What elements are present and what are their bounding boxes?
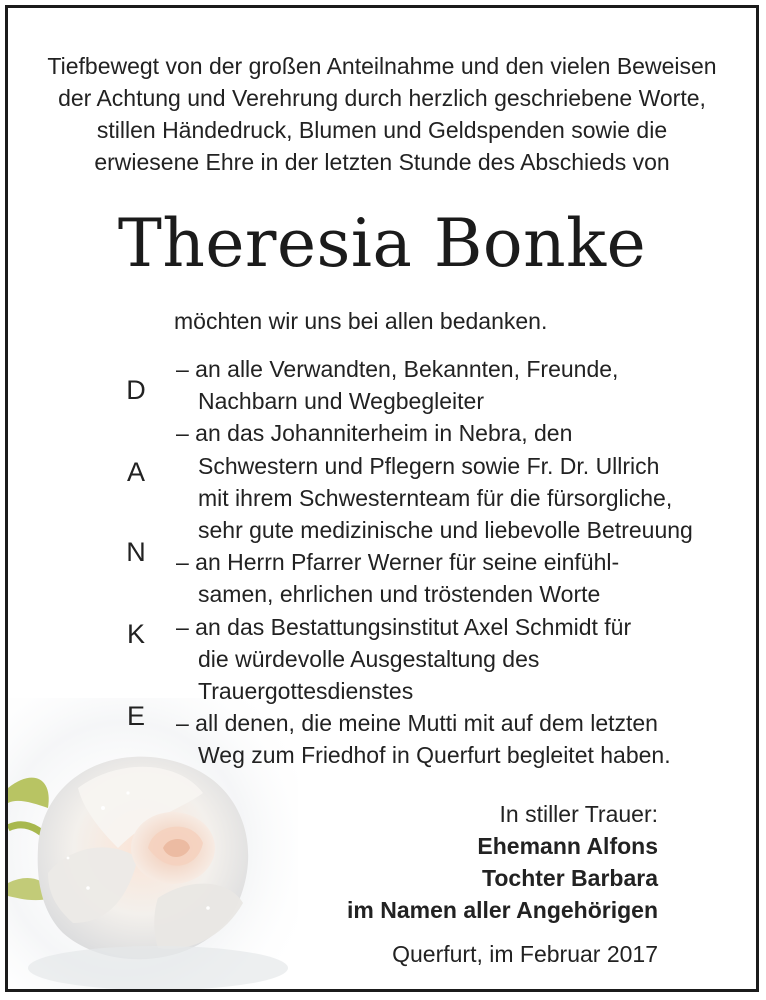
list-item-continuation: samen, ehrlichen und tröstenden Worte	[198, 581, 601, 608]
list-item-continuation: die würdevolle Ausgestaltung des	[198, 645, 540, 672]
list-item: – all denen, die meine Mutti mit auf dem letzten	[176, 710, 658, 737]
signature-name: Tochter Barbara	[482, 865, 658, 891]
obituary-card	[5, 5, 759, 992]
intro-line: der Achtung und Verehrung durch herzlich geschriebene Worte,	[58, 85, 706, 111]
list-item-continuation: Weg zum Friedhof in Querfurt begleitet haben.	[198, 742, 671, 769]
thanks-list	[176, 353, 693, 772]
danke-letter-a: A	[126, 457, 145, 487]
place-date: Querfurt, im Februar 2017	[392, 941, 658, 967]
list-item: – an alle Verwandten, Bekannten, Freunde,	[176, 356, 619, 382]
list-item-continuation: sehr gute medizinische und liebevolle Betreuung	[198, 517, 693, 544]
signature-name: Ehemann Alfons	[477, 833, 658, 859]
list-item: – an das Bestattungsinstitut Axel Schmidt für	[176, 613, 632, 640]
deceased-name: Theresia Bonke	[117, 205, 647, 282]
intro-line: Tiefbewegt von der großen Anteilnahme und den vielen Beweisen	[47, 53, 717, 79]
list-item: – an das Johanniterheim in Nebra, den	[176, 420, 573, 447]
intro-line: stillen Händedruck, Blumen und Geldspenden sowie die	[96, 117, 668, 143]
intro-line: erwiesene Ehre in der letzten Stunde des Abschieds von	[94, 149, 670, 175]
intro-text	[8, 50, 756, 178]
signature-name: im Namen aller Angehörigen	[347, 897, 658, 923]
list-item-continuation: Trauergottesdienstes	[198, 678, 414, 705]
signature-block	[347, 798, 658, 926]
danke-letter-n: N	[126, 537, 146, 567]
list-item: – an Herrn Pfarrer Werner für seine einfühl-	[176, 549, 620, 576]
thanks-line: möchten wir uns bei allen bedanken.	[174, 308, 548, 334]
list-item-continuation: Nachbarn und Wegbegleiter	[198, 388, 484, 415]
danke-letter-e: E	[126, 701, 145, 731]
danke-letter-k: K	[126, 619, 145, 649]
signature-intro: In stiller Trauer:	[499, 801, 658, 827]
danke-letter-d: D	[126, 375, 146, 405]
list-item-continuation: Schwestern und Pflegern sowie Fr. Dr. Ullrich	[198, 452, 660, 479]
list-item-continuation: mit ihrem Schwesternteam für die fürsorgliche,	[198, 484, 673, 511]
